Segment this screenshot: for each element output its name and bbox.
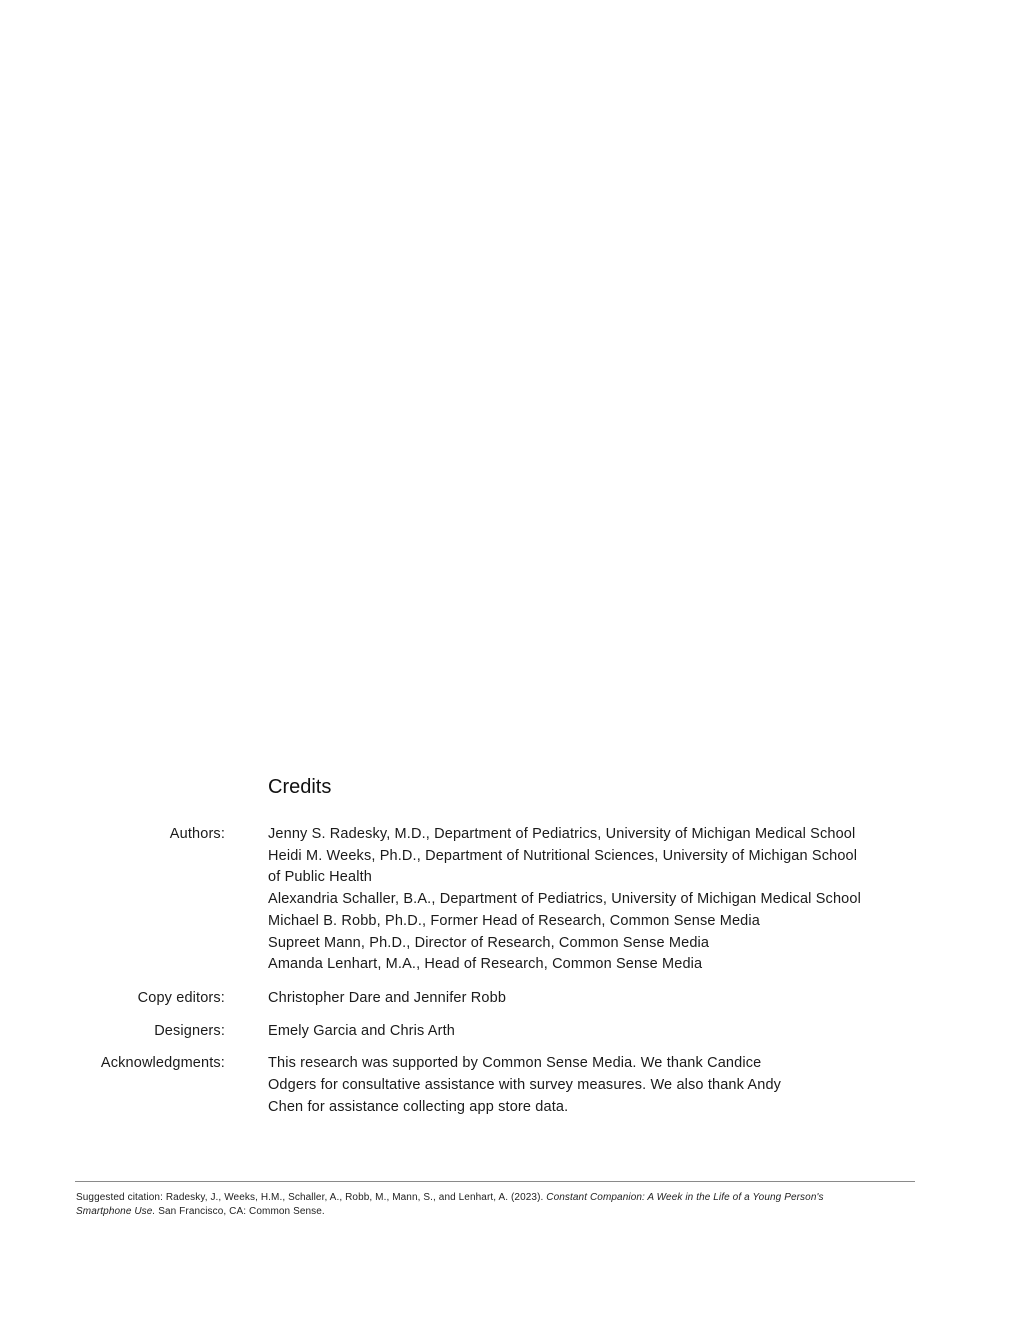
copy-editors-label: Copy editors: [137, 989, 225, 1006]
citation-title: Constant Companion: A Week in the Life of a Young Person's Smartphone Use. [76, 1192, 824, 1217]
copy-editors-value: Christopher Dare and Jennifer Robb [268, 989, 507, 1006]
acknowledgments-text: This research was supported by Common Sense Media. We thank Candice Odgers for consultative assistance with survey measures. We also thank Andy Chen for assistance collecting app store data. [268, 1055, 782, 1115]
acknowledgments-cell [268, 1053, 920, 1118]
author-entry: Jenny S. Radesky, M.D., Department of Pediatrics, University of Michigan Medical School [268, 826, 856, 842]
author-entry: Supreet Mann, Ph.D., Director of Research, Common Sense Media [268, 934, 710, 951]
author-entry: Alexandria Schaller, B.A., Department of Pediatrics, University of Michigan Medical School [268, 891, 861, 908]
citation-prefix: Suggested citation: Radesky, J., Weeks, H.M., Schaller, A., Robb, M., Mann, S., and Lenhart, A. (2023). [76, 1192, 547, 1203]
acknowledgments-label: Acknowledgments: [100, 1055, 225, 1072]
authors-row [60, 824, 920, 976]
acknowledgments-row [60, 1053, 920, 1118]
authors-list [268, 824, 920, 976]
designers-value: Emely Garcia and Chris Arth [268, 1022, 455, 1039]
suggested-citation [76, 1191, 876, 1219]
authors-label: Authors: [169, 826, 225, 842]
footer-divider [75, 1181, 915, 1182]
author-entry: Michael B. Robb, Ph.D., Former Head of Research, Common Sense Media [268, 912, 760, 929]
designers-label: Designers: [154, 1022, 225, 1039]
credits-heading: Credits [268, 776, 332, 798]
copy-editors-row [60, 988, 920, 1010]
designers-row [60, 1021, 920, 1043]
citation-suffix: San Francisco, CA: Common Sense. [155, 1206, 325, 1217]
author-entry: Heidi M. Weeks, Ph.D., Department of Nutritional Sciences, University of Michigan School of Public Health [268, 847, 858, 886]
credits-table [60, 824, 920, 1118]
author-entry: Amanda Lenhart, M.A., Head of Research, Common Sense Media [268, 956, 703, 973]
